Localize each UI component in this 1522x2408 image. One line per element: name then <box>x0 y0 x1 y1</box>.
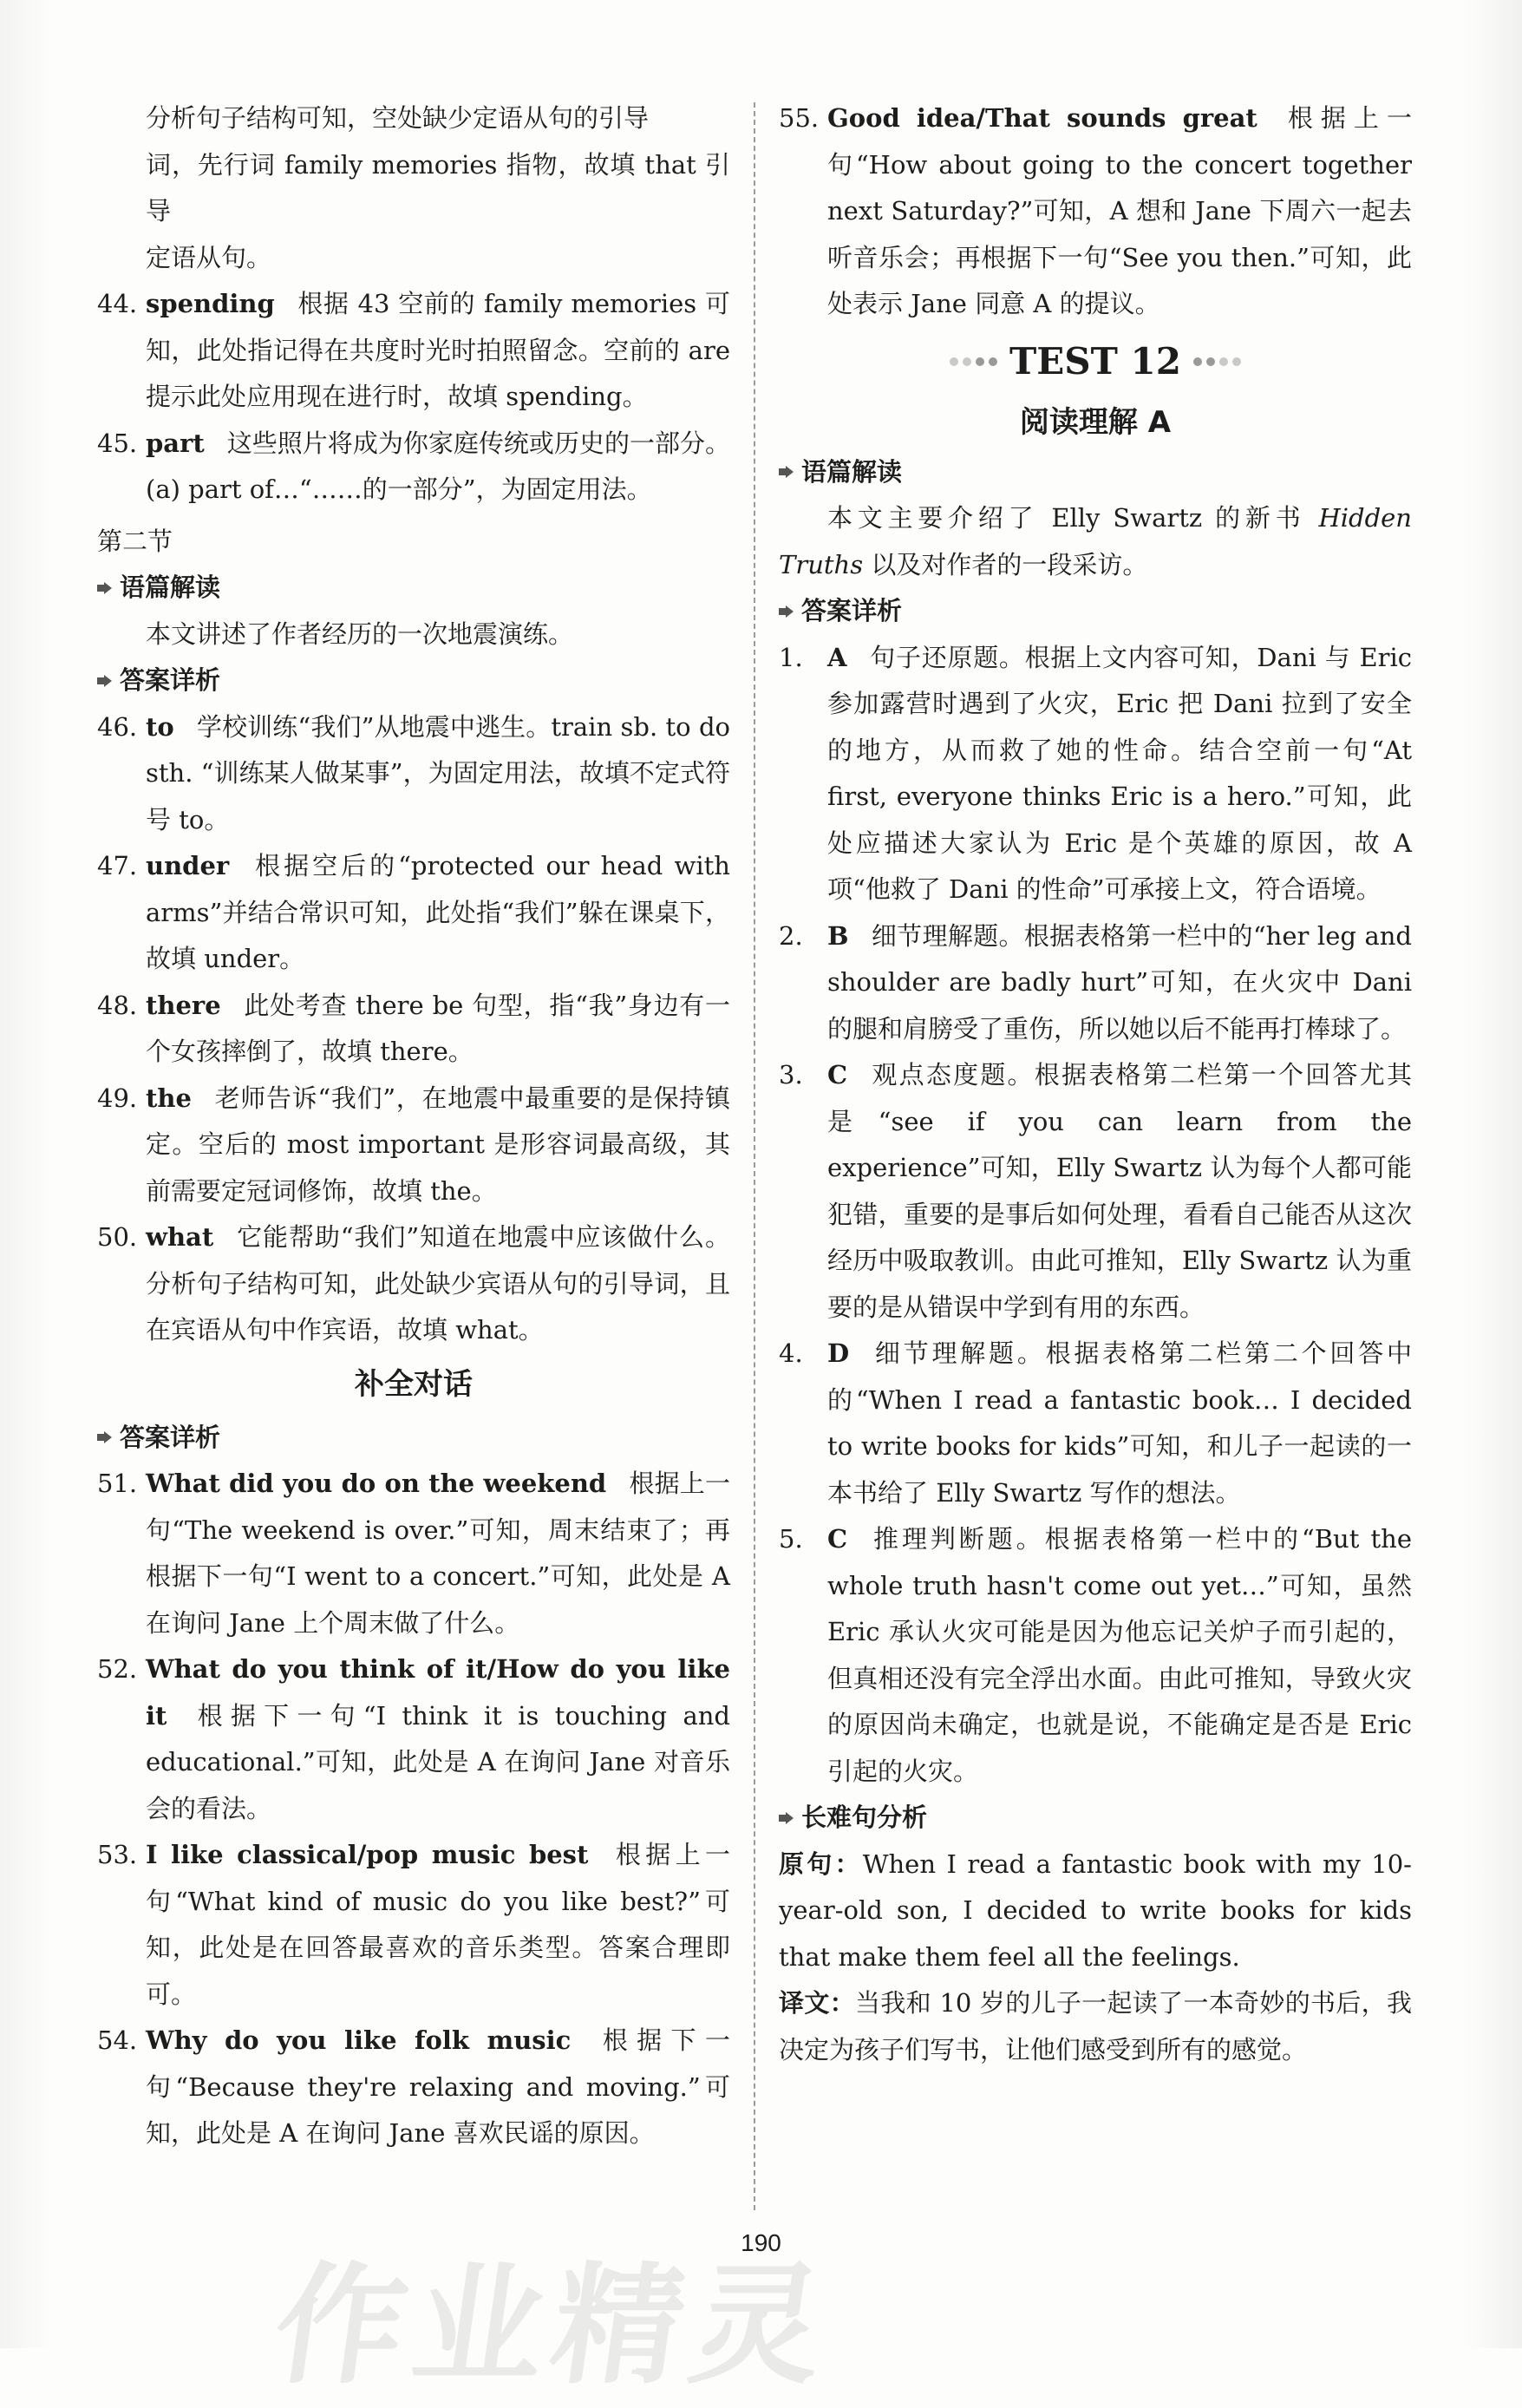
answer-text: C <box>827 1524 848 1554</box>
translation-text: 当我和 10 岁的儿子一起读了一本奇妙的书后，我决定为孩子们写书，让他们感受到所有的感觉。 <box>779 1988 1412 2064</box>
explanation: 根据上一句“The weekend is over.”可知，周末结束了；再根据下一句“I went to a concert.”可知，此处是 A 在询问 Jane 上个周末做了什么。 <box>146 1469 730 1638</box>
left-column <box>97 95 730 2157</box>
item-number: 54. <box>97 2025 138 2055</box>
item-number: 51. <box>97 1469 138 1498</box>
item-number: 49. <box>97 1083 138 1113</box>
item-number: 47. <box>97 851 138 880</box>
watermark-logo: 作业精灵 <box>265 2251 842 2402</box>
arrow-marker-icon <box>779 605 794 618</box>
summary-before: 本文主要介绍了 Elly Swartz 的新书 <box>827 503 1319 533</box>
right-column <box>779 95 1412 2073</box>
answer-item-53 <box>97 1832 730 2018</box>
arrow-marker-icon <box>779 1811 794 1825</box>
item-number: 50. <box>97 1222 138 1252</box>
answer-item-47 <box>97 843 730 983</box>
answer-item-49 <box>97 1076 730 1215</box>
answer-text: the <box>146 1083 192 1113</box>
item-number: 1. <box>779 642 803 672</box>
explanation: 推理判断题。根据表格第一栏中的“But the whole truth hasn't come out yet…”可知，虽然 Eric 承认火灾可能是因为他忘记关炉子而引起的，但真相还没有完全浮出水面。由此可推知，导致火灾的原因尚未确定，也就是说，不能确定是否是 Eric 引起的火灾。 <box>827 1524 1412 1786</box>
answer-item-54 <box>97 2018 730 2157</box>
intro-line: 分析句子结构可知，空处缺少定语从句的引导 <box>146 103 650 133</box>
explanation: 根据空后的“protected our head with arms”并结合常识可知，此处指“我们”躲在课桌下，故填 under。 <box>146 851 730 973</box>
explanation: 细节理解题。根据表格第一栏中的“her leg and shoulder are badly hurt”可知，在火灾中 Dani 的腿和肩膀受了重伤，所以她以后不能再打棒球了。 <box>827 920 1412 1044</box>
section-2-title: 第二节 <box>97 526 173 556</box>
intro-paragraph <box>97 95 730 281</box>
explanation: 此处考查 there be 句型，指“我”身边有一个女孩摔倒了，故填 there。 <box>146 990 730 1066</box>
answer-item-1 <box>779 635 1412 913</box>
summary-after: 以及对作者的一段采访。 <box>863 549 1148 579</box>
answer-item-4 <box>779 1331 1412 1516</box>
answer-item-50 <box>97 1214 730 1354</box>
answers-label <box>97 658 730 704</box>
answer-item-2 <box>779 913 1412 1053</box>
answer-item-45 <box>97 421 730 514</box>
answer-item-44 <box>97 281 730 421</box>
answer-text: there <box>146 990 221 1020</box>
explanation: 细节理解题。根据表格第二栏第二个回答中的“When I read a fantastic book… I decided to write books for kids”可知，和儿子一起读的一本书给了 Elly Swartz 写作的想法。 <box>827 1338 1412 1508</box>
answer-item-51 <box>97 1461 730 1646</box>
answer-text: what <box>146 1222 214 1252</box>
explanation: 根据上一句“How about going to the concert together next Saturday?”可知，A 想和 Jane 下周六一起去听音乐会；再根据下一句“See you then.”可知，此处表示 Jane 同意 A 的提议。 <box>827 103 1412 318</box>
answer-text: B <box>827 920 849 951</box>
item-number: 2. <box>779 920 803 951</box>
answers-label <box>779 588 1412 635</box>
item-number: 5. <box>779 1524 803 1554</box>
original-label: 原句： <box>779 1849 863 1879</box>
test-title: TEST 12 <box>1009 339 1181 383</box>
dialogue-title: 补全对话 <box>355 1366 473 1402</box>
answer-item-52 <box>97 1646 730 1832</box>
reading-summary: 本文讲述了作者经历的一次地震演练。 <box>146 618 574 649</box>
reading-comprehension-title: 阅读理解 A <box>1019 404 1172 440</box>
column-divider <box>754 102 755 2210</box>
item-number: 3. <box>779 1060 803 1089</box>
answer-text: D <box>827 1338 850 1368</box>
item-number: 55. <box>779 103 820 133</box>
item-number: 46. <box>97 711 138 742</box>
dialogue-answers-label-text: 答案详析 <box>120 1422 221 1452</box>
answer-item-55 <box>779 95 1412 328</box>
item-number: 48. <box>97 990 138 1020</box>
translation-label: 译文： <box>779 1988 855 2018</box>
translation <box>779 1980 1412 2073</box>
explanation: 它能帮助“我们”知道在地震中应该做什么。分析句子结构可知，此处缺少宾语从句的引导词，且在宾语从句中作宾语，故填 what。 <box>146 1222 730 1345</box>
answer-item-48 <box>97 983 730 1076</box>
answer-item-46 <box>97 704 730 844</box>
intro-line: 定语从句。 <box>146 242 272 272</box>
long-sentence-label <box>779 1795 1412 1842</box>
answers-label-text: 答案详析 <box>120 665 221 695</box>
explanation: 根据 43 空前的 family memories 可知，此处指记得在共度时光时拍照留念。空前的 are 提示此处应用现在进行时，故填 spending。 <box>146 289 730 411</box>
dots-decoration-icon <box>950 357 997 366</box>
explanation: 这些照片将成为你家庭传统或历史的一部分。(a) part of…“……的一部分”，为固定用法。 <box>146 428 730 504</box>
explanation: 根据上一句“What kind of music do you like best?”可知，此处是在回答最喜欢的音乐类型。答案合理即可。 <box>146 1840 730 2009</box>
page-number: 190 <box>741 2229 781 2256</box>
answer-text: A <box>827 642 847 672</box>
answer-text: What did you do on the weekend <box>146 1469 607 1498</box>
original-text: When I read a fantastic book with my 10-year-old son, I decided to write books for kids that make them feel all the feelings. <box>779 1849 1412 1972</box>
arrow-marker-icon <box>97 581 113 595</box>
explanation: 根据下一句“Because they're relaxing and moving.”可知，此处是 A 在询问 Jane 喜欢民谣的原因。 <box>146 2025 730 2148</box>
answer-text: to <box>146 711 174 742</box>
dots-decoration-icon <box>1193 357 1241 366</box>
original-sentence <box>779 1842 1412 1981</box>
reading-label <box>779 449 1412 496</box>
explanation: 根据下一句“I think it is touching and educational.”可知，此处是 A 在询问 Jane 对音乐会的看法。 <box>146 1700 730 1823</box>
answer-item-5 <box>779 1516 1412 1795</box>
answers-label-text: 答案详析 <box>801 596 903 625</box>
test-banner <box>779 328 1412 396</box>
item-number: 4. <box>779 1338 803 1368</box>
answer-text: What do you think of it/How do you like it <box>146 1654 730 1731</box>
arrow-marker-icon <box>97 674 113 688</box>
explanation: 老师告诉“我们”，在地震中最重要的是保持镇定。空后的 most important 是形容词最高级，其前需要定冠词修饰，故填 the。 <box>146 1083 730 1206</box>
book-title: Hidden Truths <box>779 503 1412 579</box>
answer-text: spending <box>146 289 275 318</box>
explanation: 句子还原题。根据上文内容可知，Dani 与 Eric 参加露营时遇到了火灾，Eric 把 Dani 拉到了安全的地方，从而救了她的性命。结合空前一句“At first, everyone thinks Eric is a hero.”可知，此处应描述大家认为 Eric 是个英雄的原因，故 A 项“他救了 Dani 的性命”可承接上文，符合语境。 <box>827 642 1412 904</box>
explanation: 学校训练“我们”从地震中逃生。train sb. to do sth. “训练某人做某事”，为固定用法，故填不定式符号 to。 <box>146 711 730 834</box>
reading-label <box>97 565 730 612</box>
reading-label-text: 语篇解读 <box>801 456 903 487</box>
intro-line: 词，先行词 family memories 指物，故填 that 引导 <box>146 149 730 226</box>
answer-text: Good idea/That sounds great <box>827 103 1257 133</box>
item-number: 53. <box>97 1840 138 1869</box>
item-number: 44. <box>97 289 138 318</box>
answer-text: part <box>146 428 205 458</box>
answer-text: I like classical/pop music best <box>146 1840 589 1869</box>
answer-text: under <box>146 851 230 880</box>
answer-text: C <box>827 1060 848 1089</box>
answer-item-3 <box>779 1052 1412 1331</box>
explanation: 观点态度题。根据表格第二栏第一个回答尤其是“see if you can learn from the experience”可知，Elly Swartz 认为每个人都可能犯错，重要的是事后如何处理，看看自己能否从这次经历中吸取教训。由此可推知，Elly Swartz 认为重要的是从错误中学到有用的东西。 <box>827 1060 1412 1322</box>
arrow-marker-icon <box>97 1430 113 1444</box>
arrow-marker-icon <box>779 465 794 479</box>
dialogue-answers-label <box>97 1415 730 1462</box>
item-number: 52. <box>97 1654 138 1684</box>
reading-label-text: 语篇解读 <box>120 573 221 602</box>
long-sentence-label-text: 长难句分析 <box>801 1803 928 1832</box>
item-number: 45. <box>97 428 138 458</box>
answer-text: Why do you like folk music <box>146 2025 572 2055</box>
reading-summary <box>779 495 1412 588</box>
